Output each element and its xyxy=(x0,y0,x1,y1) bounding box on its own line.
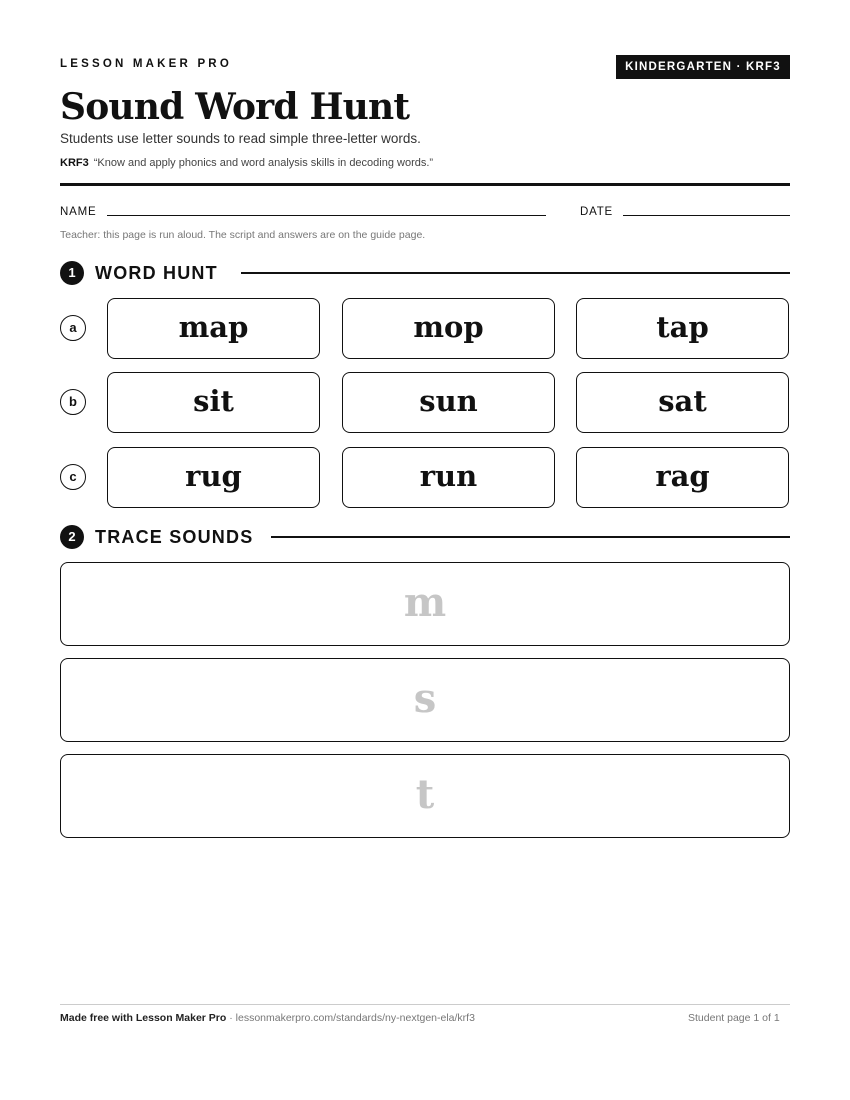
header-divider xyxy=(60,183,790,186)
footer-url[interactable]: lessonmakerpro.com/standards/ny-nextgen-ela/krf3 xyxy=(235,1012,475,1024)
trace-box-m[interactable]: m xyxy=(60,562,790,646)
word-card[interactable]: rag xyxy=(576,447,789,508)
word-card[interactable]: sun xyxy=(342,372,555,433)
standard-text: “Know and apply phonics and word analysis skills in decoding words.” xyxy=(93,157,434,169)
footer-divider xyxy=(60,1004,790,1005)
word-card[interactable]: tap xyxy=(576,298,789,359)
standard-code: KRF3 xyxy=(60,157,89,169)
footer-credit xyxy=(60,1012,475,1024)
trace-box-s[interactable]: s xyxy=(60,658,790,742)
word-card[interactable]: sit xyxy=(107,372,320,433)
word-card[interactable]: mop xyxy=(342,298,555,359)
row-letter-a: a xyxy=(60,315,86,341)
word-card[interactable]: rug xyxy=(107,447,320,508)
name-label: NAME xyxy=(60,206,97,218)
page-title: Sound Word Hunt xyxy=(60,86,410,128)
footer-page-number: Student page 1 of 1 xyxy=(688,1012,780,1024)
section-number-1: 1 xyxy=(60,261,84,285)
brand-name: LESSON MAKER PRO xyxy=(60,58,232,70)
word-card[interactable]: sat xyxy=(576,372,789,433)
trace-box-t[interactable]: t xyxy=(60,754,790,838)
section-number-2: 2 xyxy=(60,525,84,549)
section-rule xyxy=(241,272,790,274)
footer-separator: · xyxy=(226,1012,236,1024)
date-field[interactable] xyxy=(623,215,790,216)
section-title-trace-sounds: TRACE SOUNDS xyxy=(95,527,254,547)
date-label: DATE xyxy=(580,206,614,218)
page-subtitle: Students use letter sounds to read simple three-letter words. xyxy=(60,131,421,146)
teacher-note: Teacher: this page is run aloud. The script and answers are on the guide page. xyxy=(60,229,426,241)
word-card[interactable]: run xyxy=(342,447,555,508)
footer-maker: Made free with Lesson Maker Pro xyxy=(60,1012,227,1024)
row-letter-b: b xyxy=(60,389,86,415)
row-letter-c: c xyxy=(60,464,86,490)
grade-standard-badge: KINDERGARTEN · KRF3 xyxy=(616,55,790,79)
standard-line xyxy=(60,157,433,169)
section-title-word-hunt: WORD HUNT xyxy=(95,263,218,283)
word-card[interactable]: map xyxy=(107,298,320,359)
section-rule xyxy=(271,536,790,538)
name-field[interactable] xyxy=(107,215,546,216)
